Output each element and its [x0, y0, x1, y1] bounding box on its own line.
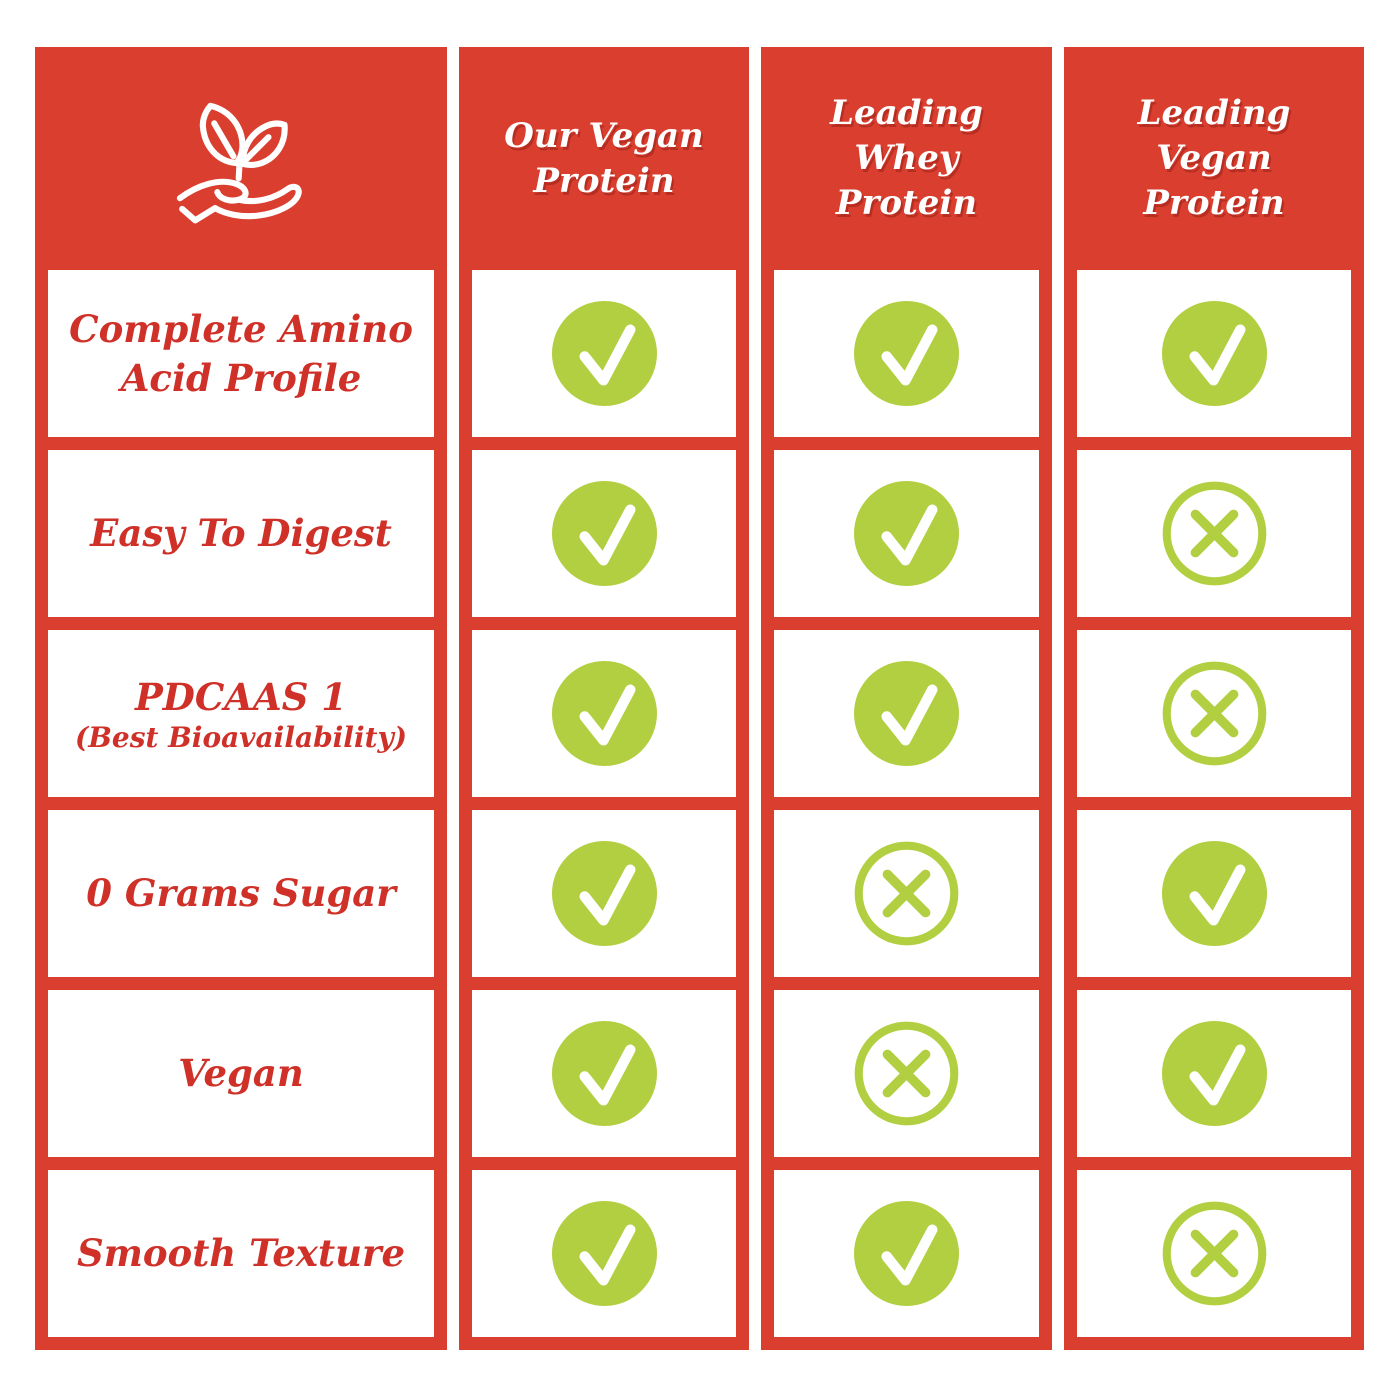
features-column [35, 47, 447, 1350]
mark-cell [472, 630, 736, 797]
check-icon [1161, 1020, 1268, 1127]
column-our-vegan-protein [459, 47, 749, 1350]
check-icon [1161, 300, 1268, 407]
mark-cell [472, 990, 736, 1157]
mark-cell [472, 1170, 736, 1337]
mark-cell [1077, 270, 1351, 437]
column-leading-vegan-protein [1064, 47, 1364, 1350]
hand-holding-leaves-icon [157, 82, 325, 235]
feature-label [82, 509, 400, 557]
check-icon [551, 300, 658, 407]
column-title-line: Vegan [1156, 138, 1272, 179]
column-leading-whey-protein [761, 47, 1052, 1350]
column-title-line: Protein [533, 160, 675, 201]
mark-cell [472, 450, 736, 617]
feature-cell [48, 990, 434, 1157]
feature-line: Vegan [178, 1051, 304, 1096]
mark-cell [1077, 1170, 1351, 1337]
check-icon [551, 480, 658, 587]
check-icon [551, 1200, 658, 1307]
column-title-line: Whey [854, 138, 959, 179]
feature-line: Easy To Digest [90, 511, 392, 556]
feature-cell [48, 1170, 434, 1337]
cross-icon [1161, 660, 1268, 767]
column-title-line: Leading [1137, 93, 1291, 134]
column-header [1077, 60, 1351, 257]
column-header [774, 60, 1039, 257]
feature-line: PDCAAS 1 [134, 674, 348, 719]
check-icon [551, 660, 658, 767]
mark-cell [774, 990, 1039, 1157]
feature-line: Acid Profile [120, 355, 362, 400]
mark-cell [472, 810, 736, 977]
mark-cell [774, 1170, 1039, 1337]
cross-icon [1161, 480, 1268, 587]
feature-cell [48, 450, 434, 617]
cross-icon [853, 1020, 960, 1127]
mark-cell [774, 450, 1039, 617]
check-icon [1161, 840, 1268, 947]
feature-label [78, 869, 404, 917]
feature-cell [48, 810, 434, 977]
cross-icon [853, 840, 960, 947]
mark-cell [1077, 810, 1351, 977]
table-corner-header [48, 60, 434, 257]
column-title-line: Protein [835, 182, 978, 223]
feature-label [69, 1229, 413, 1277]
feature-cell [48, 270, 434, 437]
feature-line: 0 Grams Sugar [86, 871, 396, 916]
feature-label [67, 673, 415, 755]
comparison-table [35, 47, 1364, 1350]
feature-line: Complete Amino [69, 307, 413, 352]
check-icon [853, 480, 960, 587]
mark-cell [1077, 450, 1351, 617]
mark-cell [1077, 990, 1351, 1157]
mark-cell [774, 270, 1039, 437]
check-icon [551, 840, 658, 947]
check-icon [853, 1200, 960, 1307]
check-icon [853, 660, 960, 767]
column-title-line: Protein [1143, 182, 1285, 223]
mark-cell [472, 270, 736, 437]
column-title [830, 91, 983, 226]
feature-subtext: (Best Bioavailability) [74, 720, 408, 754]
mark-cell [774, 630, 1039, 797]
feature-line: Smooth Texture [76, 1231, 405, 1276]
column-header [472, 60, 736, 257]
mark-cell [774, 810, 1039, 977]
check-icon [853, 300, 960, 407]
cross-icon [1161, 1200, 1268, 1307]
feature-label [61, 305, 421, 401]
mark-cell [1077, 630, 1351, 797]
column-title [504, 114, 704, 204]
column-title-line: Our Vegan [504, 115, 704, 156]
column-title-line: Leading [830, 93, 983, 134]
feature-cell [48, 630, 434, 797]
column-title [1138, 91, 1291, 226]
check-icon [551, 1020, 658, 1127]
feature-label [170, 1049, 312, 1097]
